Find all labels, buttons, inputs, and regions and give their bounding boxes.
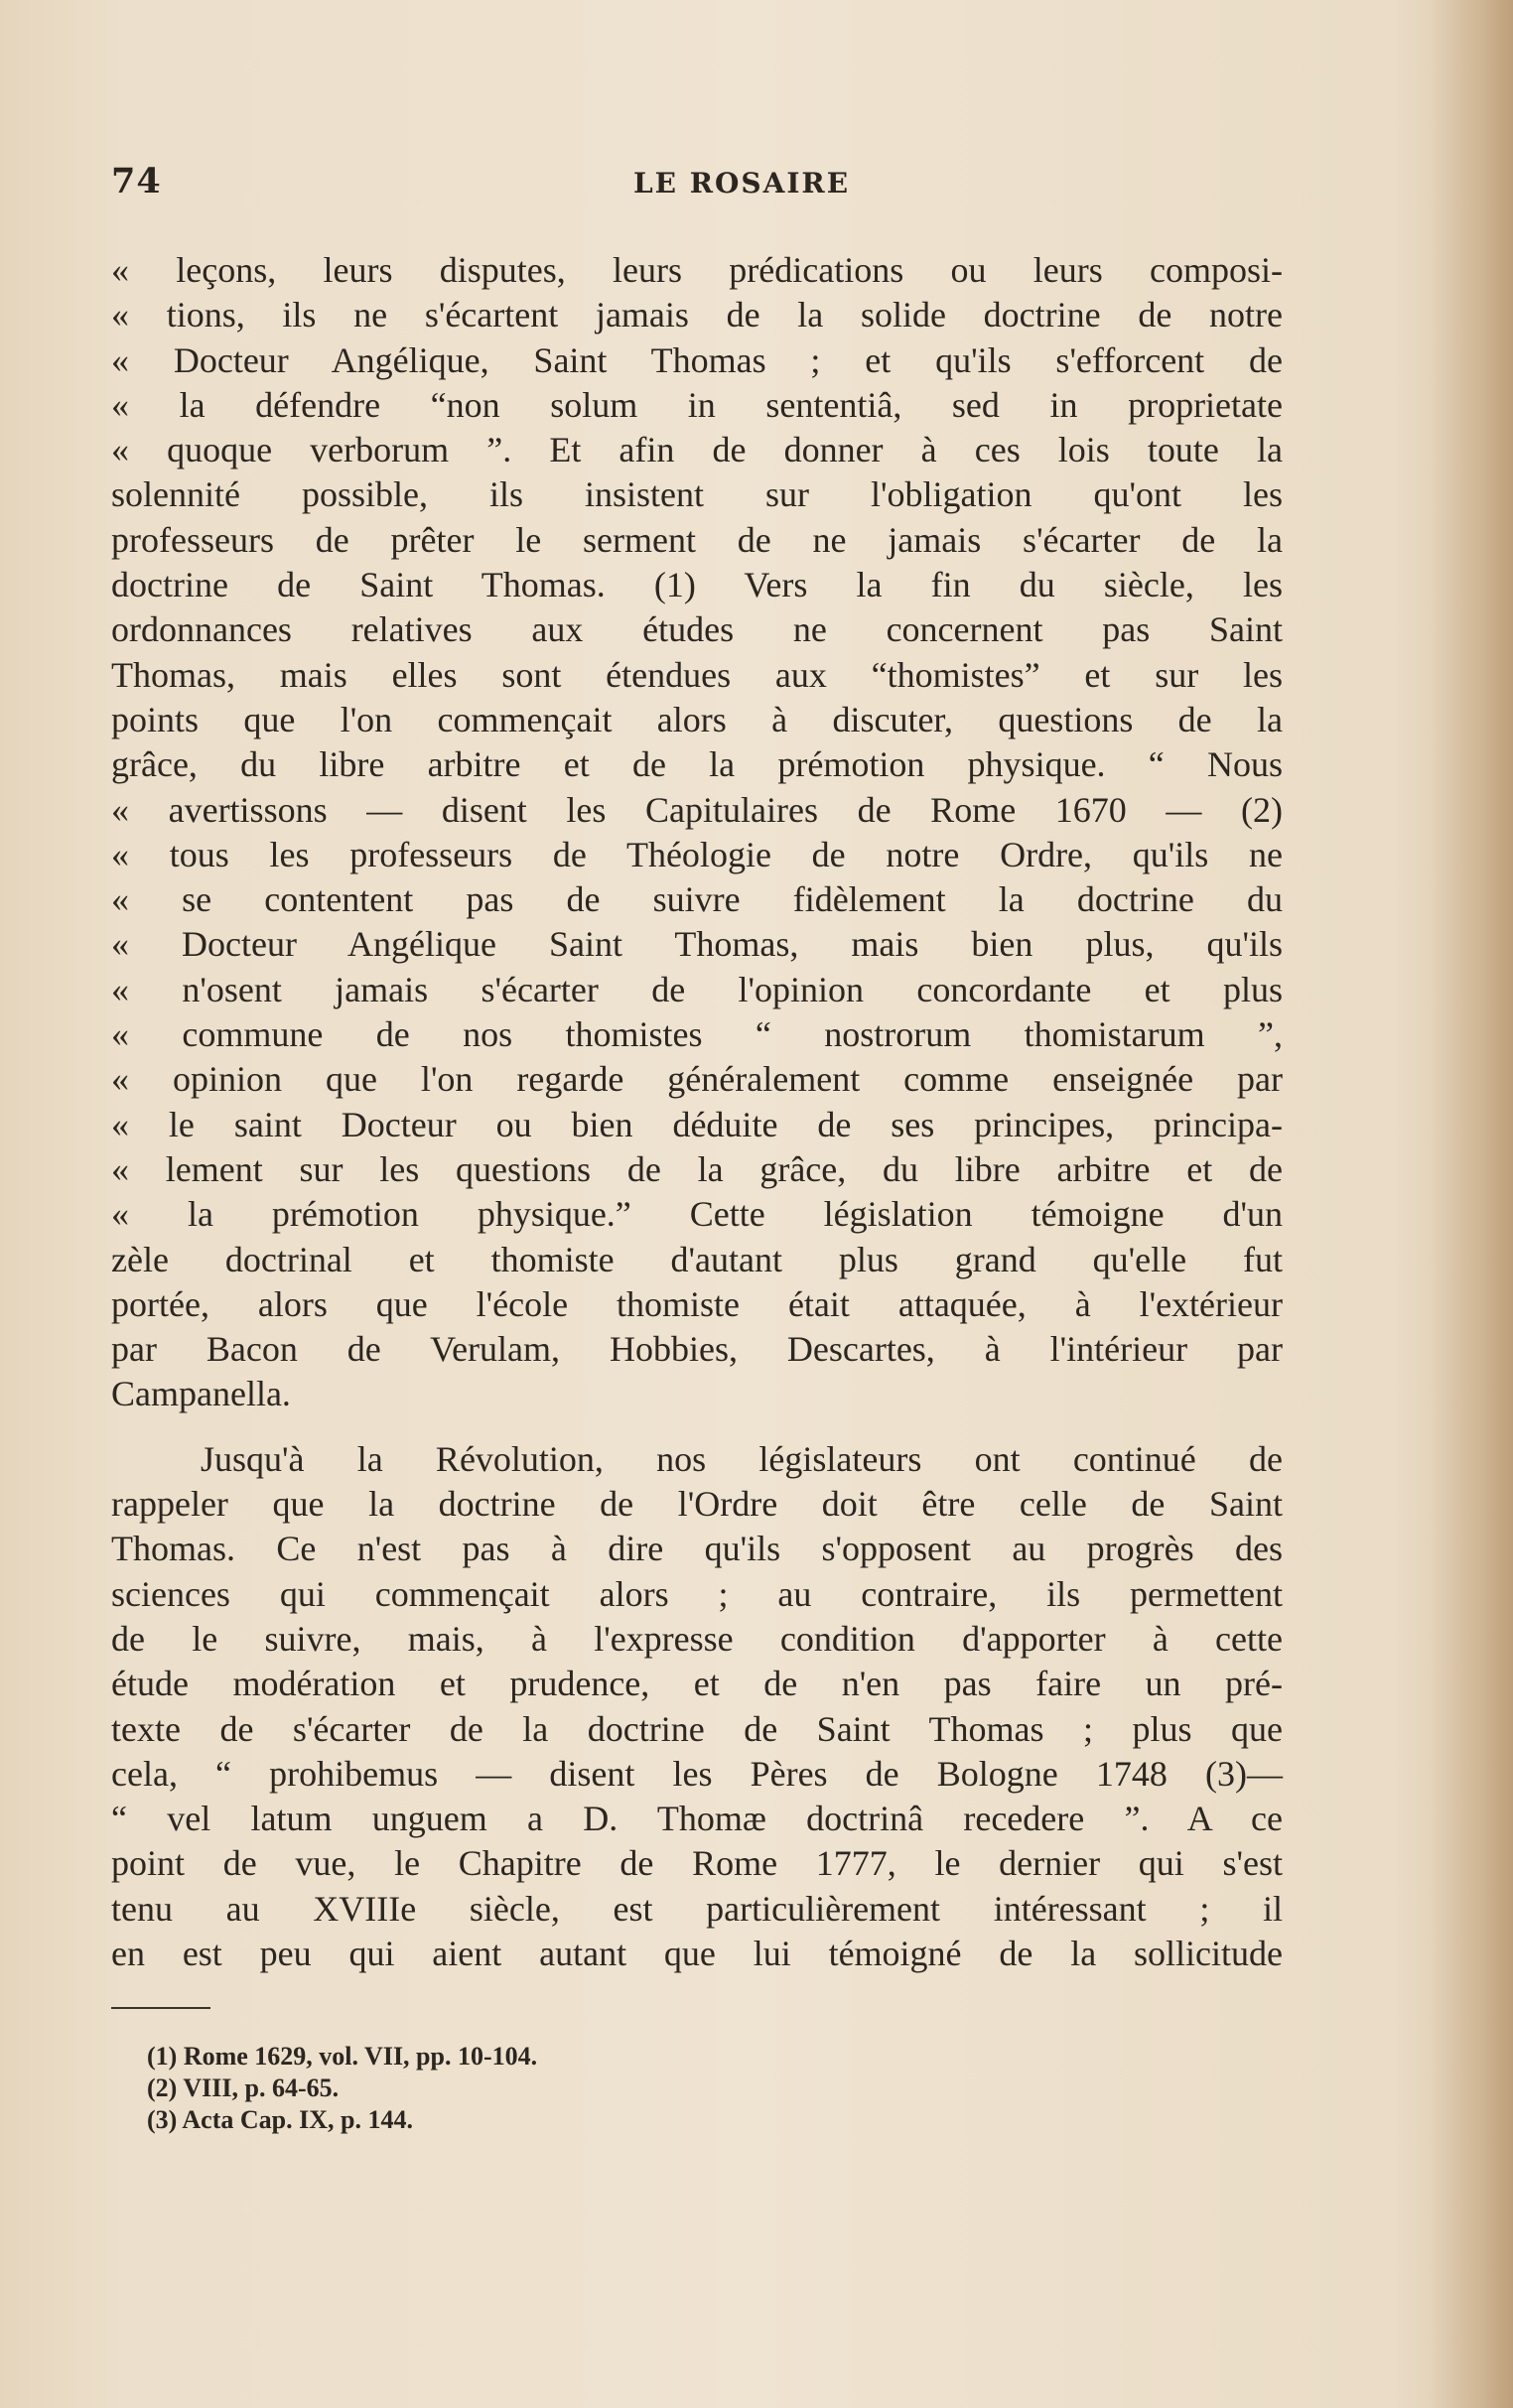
text-line: « Docteur Angélique, Saint Thomas ; et qu'ils s'efforcent de bbox=[111, 339, 1283, 380]
text-line: Campanella. bbox=[111, 1374, 291, 1414]
text-line: texte de s'écarter de la doctrine de Saint Thomas ; plus que bbox=[111, 1708, 1283, 1749]
page-header bbox=[111, 161, 1283, 210]
text-line: « quoque verborum ”. Et afin de donner à ces lois toute la bbox=[111, 430, 1283, 470]
text-line: « lement sur les questions de la grâce, du libre arbitre et de bbox=[111, 1148, 1283, 1189]
text-line: « n'osent jamais s'écarter de l'opinion concordante et plus bbox=[111, 969, 1283, 1009]
text-line: « la prémotion physique.” Cette législation témoigne d'un bbox=[111, 1194, 1283, 1235]
text-line: Thomas. Ce n'est pas à dire qu'ils s'opposent au progrès des bbox=[111, 1529, 1283, 1569]
paragraph-2 bbox=[111, 1437, 1283, 1977]
text-line: “ vel latum unguem a D. Thomæ doctrinâ recedere ”. A ce bbox=[111, 1799, 1283, 1839]
text-line: en est peu qui aient autant que lui témoigné de la sollicitude bbox=[111, 1933, 1283, 1973]
text-line: tenu au XVIIIe siècle, est particulièrement intéressant ; il bbox=[111, 1888, 1283, 1929]
text-line: « se contentent pas de suivre fidèlement la doctrine du bbox=[111, 879, 1283, 920]
text-line: « opinion que l'on regarde généralement comme enseignée par bbox=[111, 1059, 1283, 1100]
text-line: points que l'on commençait alors à discuter, questions de la bbox=[111, 699, 1283, 739]
text-line: grâce, du libre arbitre et de la prémotion physique. “ Nous bbox=[111, 744, 1283, 785]
text-line: point de vue, le Chapitre de Rome 1777, le dernier qui s'est bbox=[111, 1843, 1283, 1884]
page-spine-shadow bbox=[1430, 0, 1513, 2408]
footnote-1: (1) Rome 1629, vol. VII, pp. 10-104. bbox=[147, 2042, 538, 2071]
text-line: étude modération et prudence, et de n'en pas faire un pré- bbox=[111, 1664, 1283, 1704]
text-line: Jusqu'à la Révolution, nos législateurs ont continué de bbox=[201, 1438, 1283, 1479]
text-line: « avertissons — disent les Capitulaires de Rome 1670 — (2) bbox=[111, 789, 1283, 830]
text-line: « commune de nos thomistes “ nostrorum thomistarum ”, bbox=[111, 1014, 1283, 1055]
text-line: rappeler que la doctrine de l'Ordre doit être celle de Saint bbox=[111, 1484, 1283, 1525]
body-text bbox=[111, 248, 1283, 1976]
footnote-2: (2) VIII, p. 64-65. bbox=[147, 2074, 340, 2102]
page-number: 74 bbox=[111, 161, 162, 201]
text-line: Thomas, mais elles sont étendues aux “thomistes” et sur les bbox=[111, 654, 1283, 695]
paragraph-1 bbox=[111, 248, 1283, 1417]
text-line: doctrine de Saint Thomas. (1) Vers la fin du siècle, les bbox=[111, 565, 1283, 605]
footnote-3: (3) Acta Cap. IX, p. 144. bbox=[147, 2105, 413, 2134]
text-line: « Docteur Angélique Saint Thomas, mais bien plus, qu'ils bbox=[111, 924, 1283, 965]
text-line: « leçons, leurs disputes, leurs prédications ou leurs composi- bbox=[111, 250, 1283, 290]
text-line: sciences qui commençait alors ; au contraire, ils permettent bbox=[111, 1573, 1283, 1614]
text-line: cela, “ prohibemus — disent les Pères de Bologne 1748 (3)— bbox=[111, 1753, 1283, 1794]
text-line: zèle doctrinal et thomiste d'autant plus grand qu'elle fut bbox=[111, 1239, 1283, 1279]
text-line: de le suivre, mais, à l'expresse condition d'apporter à cette bbox=[111, 1618, 1283, 1659]
text-line: « tions, ils ne s'écartent jamais de la solide doctrine de notre bbox=[111, 295, 1283, 335]
running-title: LE ROSAIRE bbox=[632, 167, 851, 200]
text-line: « le saint Docteur ou bien déduite de ses principes, principa- bbox=[111, 1104, 1283, 1144]
footnote-rule bbox=[111, 2007, 210, 2009]
text-line: ordonnances relatives aux études ne concernent pas Saint bbox=[111, 609, 1283, 650]
text-line: solennité possible, ils insistent sur l'obligation qu'ont les bbox=[111, 474, 1283, 515]
text-line: « la défendre “non solum in sententiâ, sed in proprietate bbox=[111, 384, 1283, 425]
text-line: « tous les professeurs de Théologie de notre Ordre, qu'ils ne bbox=[111, 834, 1283, 874]
footnotes bbox=[147, 2041, 842, 2136]
text-line: par Bacon de Verulam, Hobbies, Descartes, à l'intérieur par bbox=[111, 1329, 1283, 1370]
text-line: professeurs de prêter le serment de ne jamais s'écarter de la bbox=[111, 519, 1283, 560]
text-line: portée, alors que l'école thomiste était attaquée, à l'extérieur bbox=[111, 1283, 1283, 1324]
